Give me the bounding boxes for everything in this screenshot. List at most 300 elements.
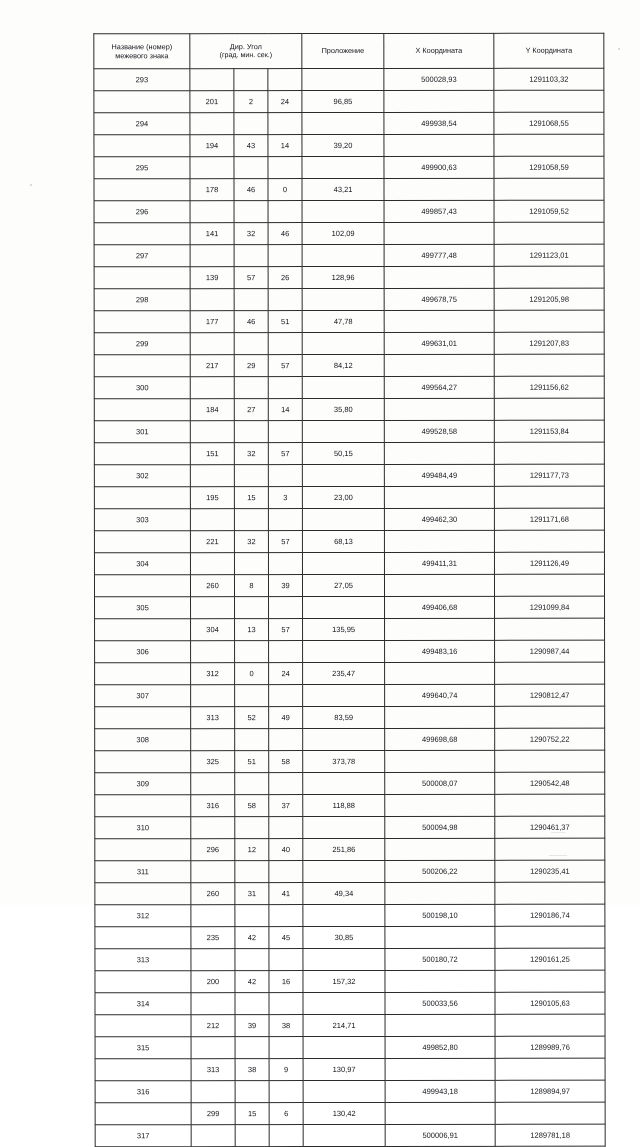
cell-angle-seconds (269, 949, 303, 971)
cell-angle-seconds (269, 993, 303, 1015)
cell-x-coordinate (385, 574, 495, 596)
cell-marker-name: 304 (94, 553, 190, 575)
cell-angle-minutes: 15 (235, 1103, 269, 1125)
cell-x-coordinate (384, 178, 494, 200)
cell-angle-degrees: 184 (190, 399, 234, 421)
table-row (95, 684, 605, 707)
cell-x-coordinate (384, 90, 494, 112)
cell-y-coordinate: 1291068,55 (494, 112, 604, 134)
cell-x-coordinate: 499411,31 (384, 552, 494, 574)
cell-length: 251,86 (303, 838, 385, 860)
cell-y-coordinate: 1291099,84 (495, 596, 605, 618)
cell-angle-minutes: 2 (234, 91, 268, 113)
cell-angle-seconds (268, 509, 302, 531)
cell-angle-degrees (190, 113, 234, 135)
cell-angle-degrees (191, 817, 235, 839)
cell-x-coordinate: 499483,16 (385, 640, 495, 662)
cell-length (302, 200, 384, 222)
cell-marker-name (95, 971, 191, 993)
column-header-name: Название (номер) межевого знака (94, 34, 190, 69)
cell-y-coordinate: 1290812,47 (495, 684, 605, 706)
cell-angle-seconds: 37 (269, 795, 303, 817)
cell-x-coordinate (385, 794, 495, 816)
cell-angle-minutes: 52 (235, 707, 269, 729)
scan-artifact (30, 184, 32, 186)
cell-angle-degrees (191, 597, 235, 619)
cell-angle-minutes (235, 773, 269, 795)
cell-length (302, 288, 384, 310)
cell-y-coordinate: 1291207,83 (494, 332, 604, 354)
cell-marker-name: 299 (94, 333, 190, 355)
cell-angle-degrees: 296 (191, 839, 235, 861)
cell-x-coordinate: 500206,22 (385, 860, 495, 882)
cell-angle-seconds: 24 (269, 663, 303, 685)
cell-x-coordinate: 499406,68 (385, 596, 495, 618)
table-row (94, 486, 604, 509)
cell-x-coordinate: 499938,54 (384, 112, 494, 134)
cell-angle-seconds: 51 (268, 311, 302, 333)
table-row (95, 1014, 605, 1037)
cell-y-coordinate: 1291123,01 (494, 244, 604, 266)
table-body (94, 68, 605, 1147)
cell-angle-minutes: 0 (235, 663, 269, 685)
cell-y-coordinate: 1290161,25 (495, 948, 605, 970)
table-row (95, 596, 605, 619)
cell-angle-seconds (269, 817, 303, 839)
table-header (94, 33, 604, 69)
cell-marker-name (95, 927, 191, 949)
cell-marker-name (95, 839, 191, 861)
cell-marker-name: 316 (95, 1081, 191, 1103)
cell-angle-degrees (190, 245, 234, 267)
cell-marker-name (94, 443, 190, 465)
cell-length (302, 420, 384, 442)
cell-angle-degrees: 312 (191, 663, 235, 685)
cell-marker-name (95, 795, 191, 817)
cell-marker-name: 306 (95, 641, 191, 663)
cell-length (302, 508, 384, 530)
cell-angle-seconds (268, 289, 302, 311)
table-row (94, 156, 604, 179)
cell-length: 102,09 (302, 222, 384, 244)
cell-angle-degrees (191, 905, 235, 927)
cell-x-coordinate (384, 486, 494, 508)
table-row (95, 1124, 605, 1147)
cell-length (302, 112, 384, 134)
cell-angle-degrees (191, 1037, 235, 1059)
table-row (95, 860, 605, 883)
cell-y-coordinate (494, 90, 604, 112)
cell-angle-minutes (234, 113, 268, 135)
cell-y-coordinate: 1290987,44 (495, 640, 605, 662)
cell-length (303, 904, 385, 926)
cell-angle-minutes: 31 (235, 883, 269, 905)
cell-y-coordinate: 1289894,97 (495, 1080, 605, 1102)
cell-x-coordinate: 499900,63 (384, 156, 494, 178)
cell-angle-minutes (235, 905, 269, 927)
cell-angle-minutes (234, 201, 268, 223)
cell-length: 84,12 (302, 354, 384, 376)
cell-angle-seconds (269, 1037, 303, 1059)
cell-y-coordinate (494, 178, 604, 200)
cell-y-coordinate (494, 442, 604, 464)
table-row (95, 838, 605, 861)
cell-x-coordinate: 499528,58 (384, 420, 494, 442)
cell-angle-minutes (235, 993, 269, 1015)
table-row (94, 68, 604, 91)
cell-angle-degrees: 177 (190, 311, 234, 333)
cell-angle-seconds (268, 245, 302, 267)
cell-angle-seconds: 46 (268, 223, 302, 245)
cell-angle-minutes (235, 817, 269, 839)
cell-marker-name (95, 1103, 191, 1125)
cell-angle-minutes (234, 509, 268, 531)
cell-marker-name: 305 (95, 597, 191, 619)
table-row (95, 882, 605, 905)
cell-length: 30,85 (303, 926, 385, 948)
cell-angle-minutes (235, 597, 269, 619)
cell-length (302, 68, 384, 90)
cell-angle-minutes: 38 (235, 1059, 269, 1081)
table-row (94, 552, 604, 575)
cell-y-coordinate (494, 266, 604, 288)
cell-angle-degrees (190, 465, 234, 487)
cell-marker-name (95, 1015, 191, 1037)
coordinates-table (93, 33, 605, 1147)
column-header-angle-units: (град. мин. сек.) (219, 51, 273, 60)
table-row (95, 1036, 605, 1059)
cell-x-coordinate: 499777,48 (384, 244, 494, 266)
table-row (95, 662, 605, 685)
cell-length: 50,15 (302, 442, 384, 464)
table-row (94, 464, 604, 487)
cell-x-coordinate (385, 926, 495, 948)
cell-x-coordinate (385, 750, 495, 772)
cell-marker-name: 300 (94, 377, 190, 399)
cell-angle-minutes: 58 (235, 795, 269, 817)
cell-marker-name: 313 (95, 949, 191, 971)
cell-angle-seconds: 16 (269, 971, 303, 993)
column-header-angle-title: Дир. Угол (229, 41, 262, 51)
cell-angle-seconds: 14 (268, 399, 302, 421)
cell-angle-minutes: 32 (234, 531, 268, 553)
cell-angle-degrees: 217 (190, 355, 234, 377)
cell-x-coordinate: 499640,74 (385, 684, 495, 706)
cell-angle-degrees: 260 (190, 575, 234, 597)
cell-marker-name: 303 (94, 509, 190, 531)
cell-length: 235,47 (303, 662, 385, 684)
cell-angle-degrees: 178 (190, 179, 234, 201)
cell-angle-minutes (234, 69, 268, 91)
cell-angle-degrees (190, 553, 234, 575)
cell-angle-degrees (191, 773, 235, 795)
cell-angle-seconds: 57 (268, 355, 302, 377)
cell-angle-seconds: 41 (269, 883, 303, 905)
cell-y-coordinate (494, 398, 604, 420)
cell-angle-minutes: 42 (235, 971, 269, 993)
cell-marker-name (94, 179, 190, 201)
cell-y-coordinate (495, 970, 605, 992)
cell-x-coordinate: 499462,30 (384, 508, 494, 530)
cell-x-coordinate: 500180,72 (385, 948, 495, 970)
cell-marker-name: 295 (94, 157, 190, 179)
cell-length (303, 948, 385, 970)
cell-marker-name (94, 531, 190, 553)
cell-length: 68,13 (302, 530, 384, 552)
cell-angle-degrees: 194 (190, 135, 234, 157)
cell-length: 83,59 (303, 706, 385, 728)
cell-angle-seconds: 49 (269, 707, 303, 729)
cell-marker-name: 294 (94, 113, 190, 135)
cell-x-coordinate (385, 1102, 495, 1124)
cell-marker-name: 315 (95, 1037, 191, 1059)
cell-angle-minutes (234, 289, 268, 311)
table-row (94, 354, 604, 377)
cell-marker-name (95, 1059, 191, 1081)
cell-marker-name: 302 (94, 465, 190, 487)
cell-y-coordinate: 1291153,84 (494, 420, 604, 442)
table-row (95, 794, 605, 817)
cell-x-coordinate (384, 266, 494, 288)
cell-length (302, 376, 384, 398)
cell-angle-minutes: 12 (235, 839, 269, 861)
cell-angle-seconds (268, 113, 302, 135)
cell-marker-name: 293 (94, 69, 190, 91)
cell-x-coordinate (385, 618, 495, 640)
cell-marker-name: 317 (95, 1125, 191, 1147)
table-row (94, 420, 604, 443)
cell-length (303, 640, 385, 662)
cell-angle-minutes: 15 (234, 487, 268, 509)
cell-y-coordinate (494, 486, 604, 508)
cell-angle-minutes: 27 (234, 399, 268, 421)
cell-marker-name (95, 663, 191, 685)
table-row (95, 728, 605, 751)
table-row (94, 244, 604, 267)
table-row (95, 750, 605, 773)
cell-y-coordinate (495, 574, 605, 596)
cell-y-coordinate (495, 1102, 605, 1124)
cell-angle-degrees (190, 421, 234, 443)
header-row (94, 33, 604, 69)
table-row (94, 112, 604, 135)
cell-marker-name (94, 267, 190, 289)
cell-x-coordinate (385, 882, 495, 904)
cell-angle-seconds: 26 (268, 267, 302, 289)
cell-x-coordinate (384, 398, 494, 420)
cell-angle-degrees: 299 (191, 1103, 235, 1125)
cell-angle-degrees (191, 949, 235, 971)
cell-x-coordinate (384, 310, 494, 332)
cell-angle-seconds: 39 (268, 575, 302, 597)
cell-marker-name (95, 883, 191, 905)
cell-length (303, 596, 385, 618)
table-row (95, 618, 605, 641)
cell-y-coordinate: 1291177,73 (494, 464, 604, 486)
cell-length (303, 772, 385, 794)
cell-angle-degrees (191, 861, 235, 883)
cell-angle-degrees: 201 (190, 91, 234, 113)
cell-length: 39,20 (302, 134, 384, 156)
table-row (95, 772, 605, 795)
cell-length: 118,88 (303, 794, 385, 816)
cell-marker-name (94, 311, 190, 333)
cell-angle-seconds: 58 (269, 751, 303, 773)
cell-y-coordinate (494, 222, 604, 244)
cell-angle-degrees (190, 157, 234, 179)
cell-x-coordinate: 500094,98 (385, 816, 495, 838)
cell-angle-minutes (235, 685, 269, 707)
cell-angle-degrees: 316 (191, 795, 235, 817)
cell-marker-name (94, 487, 190, 509)
cell-marker-name (94, 355, 190, 377)
cell-angle-minutes: 46 (234, 179, 268, 201)
cell-angle-minutes: 32 (234, 443, 268, 465)
cell-x-coordinate: 500028,93 (384, 68, 494, 90)
cell-angle-minutes (234, 465, 268, 487)
cell-marker-name (94, 223, 190, 245)
table-row (94, 200, 604, 223)
cell-length: 373,78 (303, 750, 385, 772)
column-header-y: Y Координата (494, 33, 604, 68)
cell-length: 35,80 (302, 398, 384, 420)
table-row (95, 992, 605, 1015)
cell-length (303, 992, 385, 1014)
cell-angle-minutes: 13 (235, 619, 269, 641)
cell-x-coordinate (384, 530, 494, 552)
cell-x-coordinate: 499698,68 (385, 728, 495, 750)
table-row (94, 508, 604, 531)
table-row (94, 134, 604, 157)
table-row (94, 574, 604, 597)
cell-x-coordinate (385, 838, 495, 860)
cell-angle-degrees (191, 1125, 235, 1147)
cell-angle-seconds (268, 553, 302, 575)
cell-marker-name (95, 619, 191, 641)
cell-angle-minutes (234, 421, 268, 443)
cell-angle-seconds: 57 (268, 443, 302, 465)
cell-angle-seconds (268, 377, 302, 399)
table-row (94, 266, 604, 289)
cell-length (302, 156, 384, 178)
cell-x-coordinate (384, 354, 494, 376)
cell-angle-minutes: 32 (234, 223, 268, 245)
cell-angle-seconds (268, 333, 302, 355)
cell-length: 96,85 (302, 90, 384, 112)
table-row (95, 970, 605, 993)
cell-marker-name: 311 (95, 861, 191, 883)
cell-angle-minutes (235, 641, 269, 663)
cell-angle-degrees (190, 509, 234, 531)
cell-y-coordinate (495, 926, 605, 948)
table-row (95, 948, 605, 971)
cell-y-coordinate: 1291171,68 (494, 508, 604, 530)
cell-y-coordinate: 1290461,37 (495, 816, 605, 838)
cell-length: 157,32 (303, 970, 385, 992)
cell-angle-degrees: 304 (191, 619, 235, 641)
table-row (94, 332, 604, 355)
cell-angle-seconds (268, 421, 302, 443)
cell-angle-seconds: 40 (269, 839, 303, 861)
cell-length (303, 1036, 385, 1058)
cell-angle-seconds: 0 (268, 179, 302, 201)
cell-angle-degrees (191, 641, 235, 663)
cell-y-coordinate: 1290752,22 (495, 728, 605, 750)
cell-angle-minutes (235, 861, 269, 883)
cell-x-coordinate (384, 222, 494, 244)
cell-length: 130,97 (303, 1058, 385, 1080)
cell-angle-seconds (269, 861, 303, 883)
table-row (94, 90, 604, 113)
cell-angle-degrees: 325 (191, 751, 235, 773)
table-row (95, 904, 605, 927)
cell-x-coordinate: 500033,56 (385, 992, 495, 1014)
cell-marker-name: 307 (95, 685, 191, 707)
cell-y-coordinate: 1290186,74 (495, 904, 605, 926)
cell-y-coordinate (494, 530, 604, 552)
cell-angle-seconds (269, 641, 303, 663)
cell-angle-degrees: 195 (190, 487, 234, 509)
cell-angle-degrees (190, 377, 234, 399)
cell-y-coordinate: 1290235,41 (495, 860, 605, 882)
cell-length: 23,00 (302, 486, 384, 508)
cell-angle-seconds: 24 (268, 91, 302, 113)
cell-angle-degrees: 139 (190, 267, 234, 289)
cell-angle-degrees: 221 (190, 531, 234, 553)
table-row (95, 640, 605, 663)
cell-x-coordinate: 500198,10 (385, 904, 495, 926)
cell-marker-name: 312 (95, 905, 191, 927)
cell-x-coordinate: 499631,01 (384, 332, 494, 354)
cell-y-coordinate: 1289989,76 (495, 1036, 605, 1058)
cell-angle-seconds: 14 (268, 135, 302, 157)
cell-length: 43,21 (302, 178, 384, 200)
cell-length (302, 552, 384, 574)
cell-x-coordinate (385, 1058, 495, 1080)
cell-x-coordinate (385, 706, 495, 728)
cell-y-coordinate (494, 354, 604, 376)
cell-y-coordinate (495, 618, 605, 640)
cell-angle-seconds: 57 (268, 531, 302, 553)
cell-x-coordinate (384, 442, 494, 464)
cell-angle-minutes (234, 157, 268, 179)
cell-y-coordinate (495, 882, 605, 904)
cell-angle-seconds (269, 685, 303, 707)
cell-angle-minutes (235, 729, 269, 751)
cell-y-coordinate (495, 1014, 605, 1036)
cell-y-coordinate: 1290542,48 (495, 772, 605, 794)
cell-length (303, 860, 385, 882)
cell-angle-seconds: 38 (269, 1015, 303, 1037)
cell-x-coordinate (385, 662, 495, 684)
cell-angle-minutes (234, 377, 268, 399)
cell-angle-seconds: 9 (269, 1059, 303, 1081)
cell-y-coordinate (494, 310, 604, 332)
cell-angle-degrees: 212 (191, 1015, 235, 1037)
cell-length (302, 332, 384, 354)
column-header-angle (190, 34, 302, 69)
cell-y-coordinate: 1291126,49 (494, 552, 604, 574)
cell-angle-degrees: 141 (190, 223, 234, 245)
cell-x-coordinate: 499484,49 (384, 464, 494, 486)
table-row (94, 222, 604, 245)
cell-angle-minutes: 42 (235, 927, 269, 949)
cell-angle-degrees: 151 (190, 443, 234, 465)
cell-y-coordinate (495, 662, 605, 684)
cell-y-coordinate: 1290105,63 (495, 992, 605, 1014)
cell-x-coordinate: 499857,43 (384, 200, 494, 222)
cell-length: 49,34 (303, 882, 385, 904)
